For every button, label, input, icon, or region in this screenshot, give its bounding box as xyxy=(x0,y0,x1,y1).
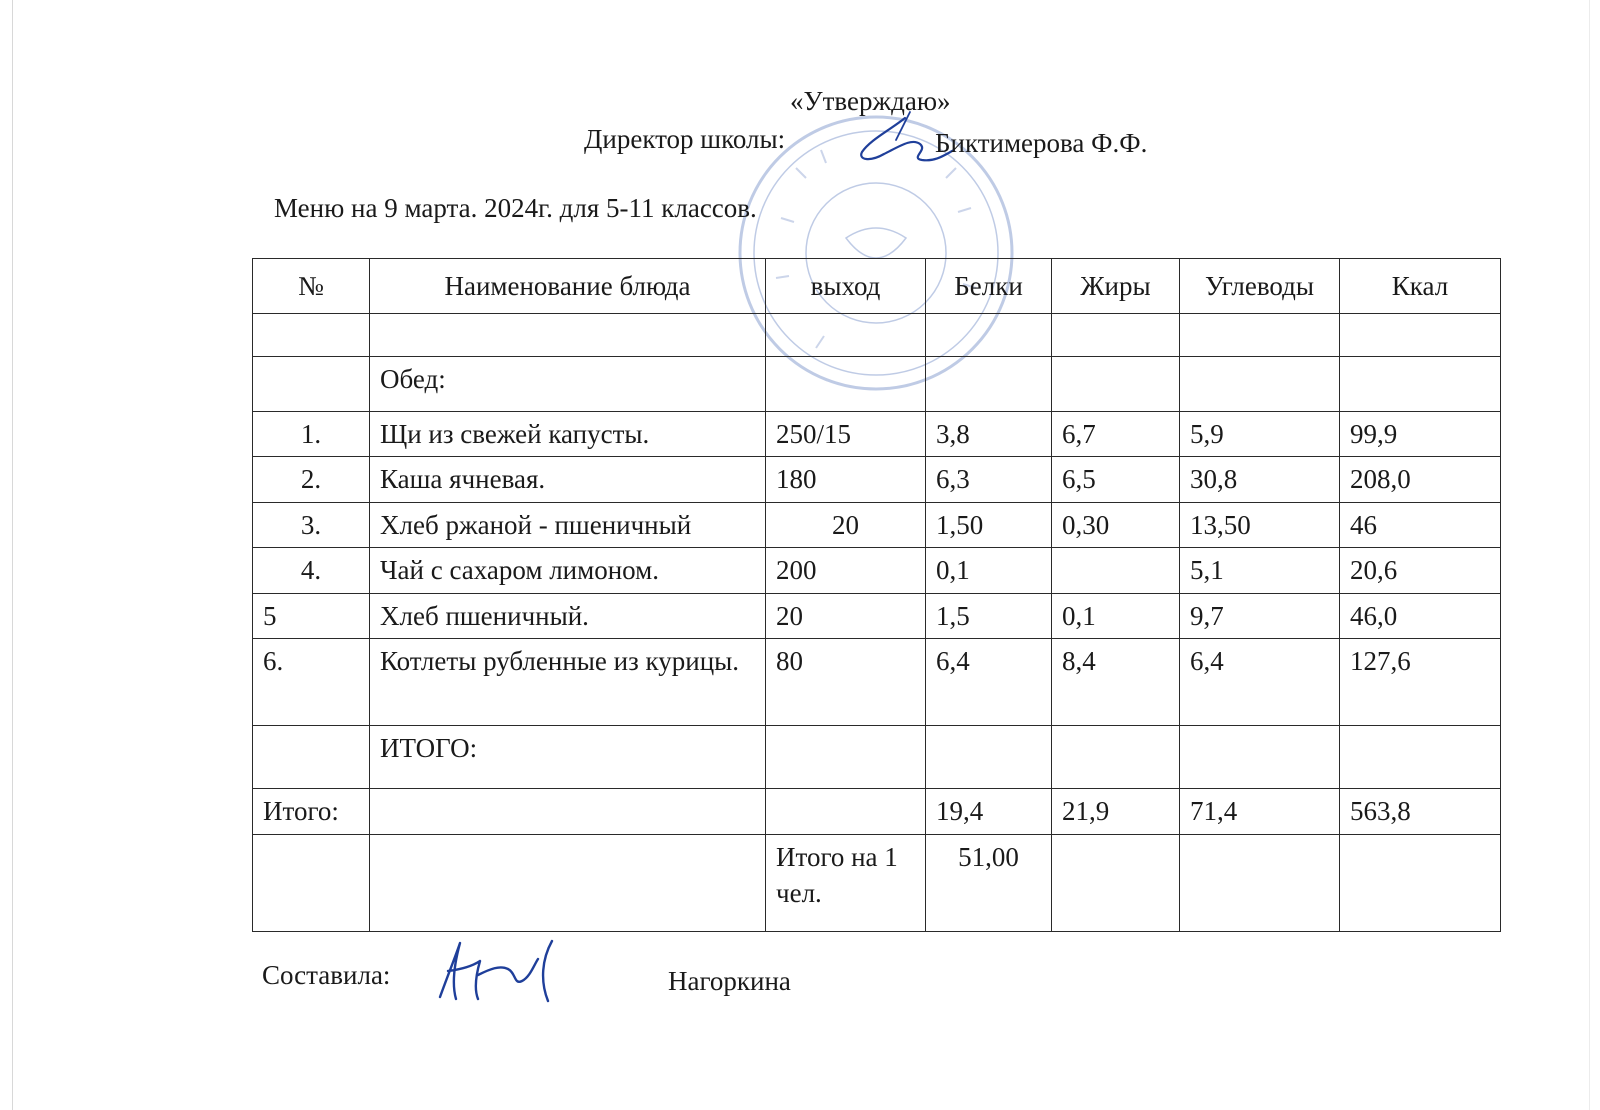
dish-carbs: 30,8 xyxy=(1180,457,1340,502)
column-header-carbs: Углеводы xyxy=(1180,259,1340,314)
dish-fat: 6,7 xyxy=(1052,412,1180,457)
table-row xyxy=(253,548,1501,593)
table-row xyxy=(253,502,1501,547)
column-header-number: № xyxy=(253,259,370,314)
table-row xyxy=(253,412,1501,457)
dish-carbs: 9,7 xyxy=(1180,593,1340,638)
dish-output: 80 xyxy=(766,639,926,726)
director-label: Директор школы: xyxy=(584,124,786,154)
menu-title xyxy=(274,193,757,224)
dish-number: 3. xyxy=(253,502,370,547)
dish-protein: 1,5 xyxy=(926,593,1052,638)
table-header-row xyxy=(253,259,1501,314)
table-row-summary xyxy=(253,789,1501,834)
summary-fat: 21,9 xyxy=(1052,789,1180,834)
dish-name: Чай с сахаром лимоном. xyxy=(370,548,766,593)
table-row xyxy=(253,457,1501,502)
per-person-label: Итого на 1 чел. xyxy=(766,834,926,931)
column-header-dish: Наименование блюда xyxy=(370,259,766,314)
dish-output: 200 xyxy=(766,548,926,593)
dish-carbs: 5,1 xyxy=(1180,548,1340,593)
column-header-fat: Жиры xyxy=(1052,259,1180,314)
table-row xyxy=(253,639,1501,726)
composer-signature-icon xyxy=(430,935,575,1007)
summary-label: Итого: xyxy=(253,789,370,834)
scan-edge-right xyxy=(1589,0,1590,1110)
table-row-empty xyxy=(253,314,1501,357)
per-person-value: 51,00 xyxy=(926,834,1052,931)
dish-name: Котлеты рубленные из курицы. xyxy=(370,639,766,726)
dish-output: 20 xyxy=(766,593,926,638)
dish-protein: 1,50 xyxy=(926,502,1052,547)
dish-carbs: 6,4 xyxy=(1180,639,1340,726)
dish-fat: 0,1 xyxy=(1052,593,1180,638)
table-row xyxy=(253,593,1501,638)
scan-edge-left xyxy=(12,0,13,1110)
dish-output: 250/15 xyxy=(766,412,926,457)
column-header-output: выход xyxy=(766,259,926,314)
dish-kcal: 46 xyxy=(1340,502,1501,547)
table-row-section xyxy=(253,357,1501,412)
dish-fat xyxy=(1052,548,1180,593)
dish-number: 1. xyxy=(253,412,370,457)
dish-name: Каша ячневая. xyxy=(370,457,766,502)
director-name: Биктимерова Ф.Ф. xyxy=(935,128,1148,158)
dish-kcal: 99,9 xyxy=(1340,412,1501,457)
dish-name: Хлеб ржаной - пшеничный xyxy=(370,502,766,547)
menu-title-date: Меню на 9 марта. 2024г. для xyxy=(274,193,606,223)
dish-kcal: 127,6 xyxy=(1340,639,1501,726)
dish-protein: 6,3 xyxy=(926,457,1052,502)
dish-number: 6. xyxy=(253,639,370,726)
dish-number: 2. xyxy=(253,457,370,502)
dish-protein: 0,1 xyxy=(926,548,1052,593)
dish-kcal: 208,0 xyxy=(1340,457,1501,502)
dish-carbs: 13,50 xyxy=(1180,502,1340,547)
dish-protein: 6,4 xyxy=(926,639,1052,726)
menu-title-classes: 5-11 классов. xyxy=(606,193,757,223)
dish-fat: 8,4 xyxy=(1052,639,1180,726)
composer-name: Нагоркина xyxy=(668,966,791,996)
dish-name: Хлеб пшеничный. xyxy=(370,593,766,638)
menu-table xyxy=(252,258,1501,932)
approve-heading: «Утверждаю» xyxy=(790,86,951,116)
dish-number: 4. xyxy=(253,548,370,593)
dish-kcal: 46,0 xyxy=(1340,593,1501,638)
table-row-total-caps xyxy=(253,726,1501,789)
total-caps-label: ИТОГО: xyxy=(370,726,766,789)
table-row-per-person xyxy=(253,834,1501,931)
column-header-protein: Белки xyxy=(926,259,1052,314)
dish-output: 20 xyxy=(766,502,926,547)
dish-carbs: 5,9 xyxy=(1180,412,1340,457)
summary-kcal: 563,8 xyxy=(1340,789,1501,834)
dish-fat: 0,30 xyxy=(1052,502,1180,547)
dish-protein: 3,8 xyxy=(926,412,1052,457)
dish-kcal: 20,6 xyxy=(1340,548,1501,593)
column-header-kcal: Ккал xyxy=(1340,259,1501,314)
summary-protein: 19,4 xyxy=(926,789,1052,834)
dish-number: 5 xyxy=(253,593,370,638)
dish-name: Щи из свежей капусты. xyxy=(370,412,766,457)
dish-output: 180 xyxy=(766,457,926,502)
composer-label: Составила: xyxy=(262,960,391,990)
summary-carbs: 71,4 xyxy=(1180,789,1340,834)
dish-fat: 6,5 xyxy=(1052,457,1180,502)
section-label: Обед: xyxy=(370,357,766,412)
